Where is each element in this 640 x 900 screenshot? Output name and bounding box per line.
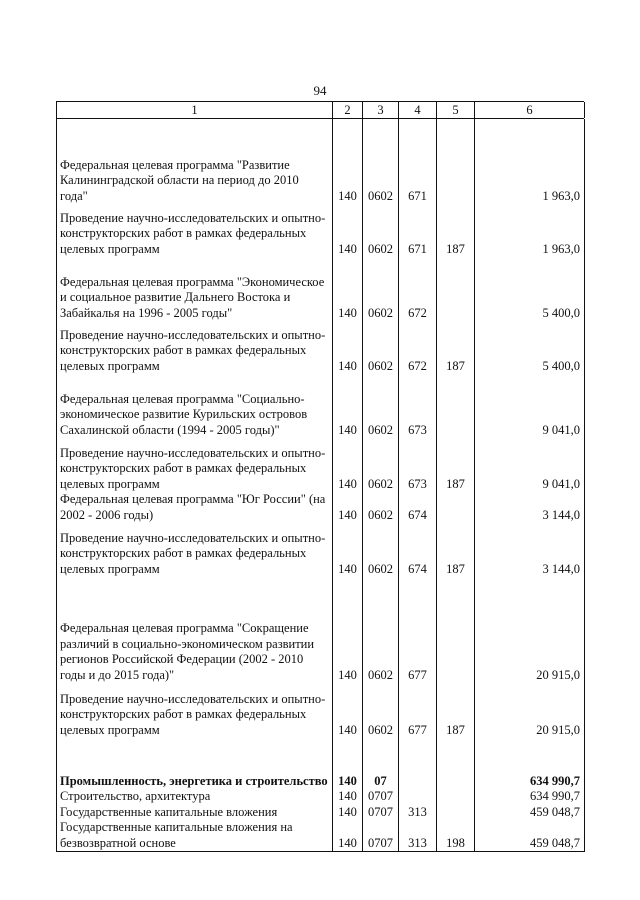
row-code-cell: 140: [333, 137, 363, 204]
row-code-cell: 671: [399, 204, 437, 257]
row-code-cell: 0602: [363, 374, 399, 438]
row-code-cell: [437, 257, 475, 321]
row-code-cell: [399, 756, 437, 789]
row-amount-cell: 20 915,0: [475, 683, 585, 738]
column-header: 5: [437, 102, 475, 118]
row-amount-cell: 9 041,0: [475, 438, 585, 492]
row-code-cell: 140: [333, 577, 363, 683]
row-code-cell: 0602: [363, 683, 399, 738]
row-amount-cell: 459 048,7: [475, 820, 585, 852]
row-amount-cell: 3 144,0: [475, 523, 585, 577]
row-code-cell: 673: [399, 374, 437, 438]
row-amount-cell: 1 963,0: [475, 204, 585, 257]
row-code-cell: 0707: [363, 789, 399, 805]
row-code-cell: 187: [437, 204, 475, 257]
row-code-cell: 0602: [363, 438, 399, 492]
row-name-cell: Государственные капитальные вложения на безвозвратной основе: [57, 820, 333, 852]
column-header: 3: [363, 102, 399, 118]
page-number: 94: [313, 83, 327, 98]
row-code-cell: 140: [333, 257, 363, 321]
row-amount-cell: 20 915,0: [475, 577, 585, 683]
row-code-cell: 313: [399, 805, 437, 821]
row-name-cell: Федеральная целевая программа "Юг России" (на 2002 - 2006 годы): [57, 492, 333, 523]
row-code-cell: 671: [399, 137, 437, 204]
row-code-cell: 0602: [363, 204, 399, 257]
row-code-cell: 198: [437, 820, 475, 852]
row-code-cell: 140: [333, 204, 363, 257]
budget-table: [56, 101, 584, 852]
row-name-cell: Проведение научно-исследовательских и опытно-конструкторских работ в рамках федеральных целевых программ: [57, 683, 333, 738]
row-code-cell: 140: [333, 374, 363, 438]
row-code-cell: 313: [399, 820, 437, 852]
row-name-cell: Промышленность, энергетика и строительство: [57, 756, 333, 789]
row-code-cell: 0602: [363, 577, 399, 683]
row-code-cell: [437, 137, 475, 204]
row-code-cell: 0602: [363, 492, 399, 523]
row-code-cell: 140: [333, 438, 363, 492]
row-name-cell: Проведение научно-исследовательских и опытно-конструкторских работ в рамках федеральных целевых программ: [57, 204, 333, 257]
row-code-cell: 672: [399, 321, 437, 374]
row-code-cell: 674: [399, 523, 437, 577]
row-code-cell: 677: [399, 577, 437, 683]
row-amount-cell: 459 048,7: [475, 805, 585, 821]
row-amount-cell: 3 144,0: [475, 492, 585, 523]
row-code-cell: 0602: [363, 523, 399, 577]
spacer-cell: [57, 119, 333, 137]
row-code-cell: 140: [333, 756, 363, 789]
row-name-cell: Федеральная целевая программа "Экономическое и социальное развитие Дальнего Востока и Забайкалья на 1996 - 2005 годы": [57, 257, 333, 321]
spacer-cell: [437, 738, 475, 756]
row-code-cell: 140: [333, 805, 363, 821]
row-name-cell: Проведение научно-исследовательских и опытно-конструкторских работ в рамках федеральных целевых программ: [57, 438, 333, 492]
row-code-cell: 140: [333, 789, 363, 805]
row-code-cell: 672: [399, 257, 437, 321]
spacer-cell: [57, 738, 333, 756]
row-code-cell: 0602: [363, 321, 399, 374]
row-code-cell: 187: [437, 321, 475, 374]
row-code-cell: 140: [333, 523, 363, 577]
column-header: 2: [333, 102, 363, 118]
row-name-cell: Федеральная целевая программа "Развитие Калининградской области на период до 2010 года": [57, 137, 333, 204]
spacer-cell: [363, 738, 399, 756]
row-name-cell: Федеральная целевая программа "Сокращение различий в социально-экономическом развитии регионов Российской Федерации (2002 - 2010 годы и до 2015 года)": [57, 577, 333, 683]
row-code-cell: [437, 805, 475, 821]
spacer-cell: [475, 119, 585, 137]
row-code-cell: 187: [437, 438, 475, 492]
row-code-cell: 0602: [363, 137, 399, 204]
row-code-cell: 674: [399, 492, 437, 523]
spacer-cell: [399, 119, 437, 137]
row-code-cell: 187: [437, 523, 475, 577]
table-body: [56, 119, 584, 852]
spacer-cell: [363, 119, 399, 137]
row-code-cell: [437, 756, 475, 789]
row-code-cell: 07: [363, 756, 399, 789]
row-code-cell: 140: [333, 492, 363, 523]
row-code-cell: 677: [399, 683, 437, 738]
row-code-cell: 0707: [363, 820, 399, 852]
row-code-cell: 140: [333, 683, 363, 738]
row-code-cell: [437, 374, 475, 438]
column-header: 6: [475, 102, 585, 118]
spacer-cell: [475, 738, 585, 756]
spacer-cell: [437, 119, 475, 137]
row-amount-cell: 634 990,7: [475, 789, 585, 805]
row-amount-cell: 9 041,0: [475, 374, 585, 438]
table-header-row: [56, 101, 584, 119]
row-name-cell: Проведение научно-исследовательских и опытно-конструкторских работ в рамках федеральных целевых программ: [57, 321, 333, 374]
row-name-cell: Федеральная целевая программа "Социально-экономическое развитие Курильских островов Сахалинской области (1994 - 2005 годы)": [57, 374, 333, 438]
row-code-cell: 140: [333, 321, 363, 374]
row-name-cell: Государственные капитальные вложения: [57, 805, 333, 821]
row-code-cell: 187: [437, 683, 475, 738]
spacer-cell: [333, 738, 363, 756]
row-code-cell: 0707: [363, 805, 399, 821]
row-amount-cell: 1 963,0: [475, 137, 585, 204]
row-amount-cell: 5 400,0: [475, 257, 585, 321]
row-code-cell: [399, 789, 437, 805]
spacer-cell: [399, 738, 437, 756]
row-code-cell: [437, 492, 475, 523]
column-header: 1: [57, 102, 333, 118]
row-code-cell: 0602: [363, 257, 399, 321]
column-header: 4: [399, 102, 437, 118]
row-code-cell: [437, 577, 475, 683]
spacer-cell: [333, 119, 363, 137]
row-amount-cell: 634 990,7: [475, 756, 585, 789]
row-code-cell: 673: [399, 438, 437, 492]
row-amount-cell: 5 400,0: [475, 321, 585, 374]
row-code-cell: [437, 789, 475, 805]
row-name-cell: Строительство, архитектура: [57, 789, 333, 805]
row-code-cell: 140: [333, 820, 363, 852]
row-name-cell: Проведение научно-исследовательских и опытно-конструкторских работ в рамках федеральных целевых программ: [57, 523, 333, 577]
